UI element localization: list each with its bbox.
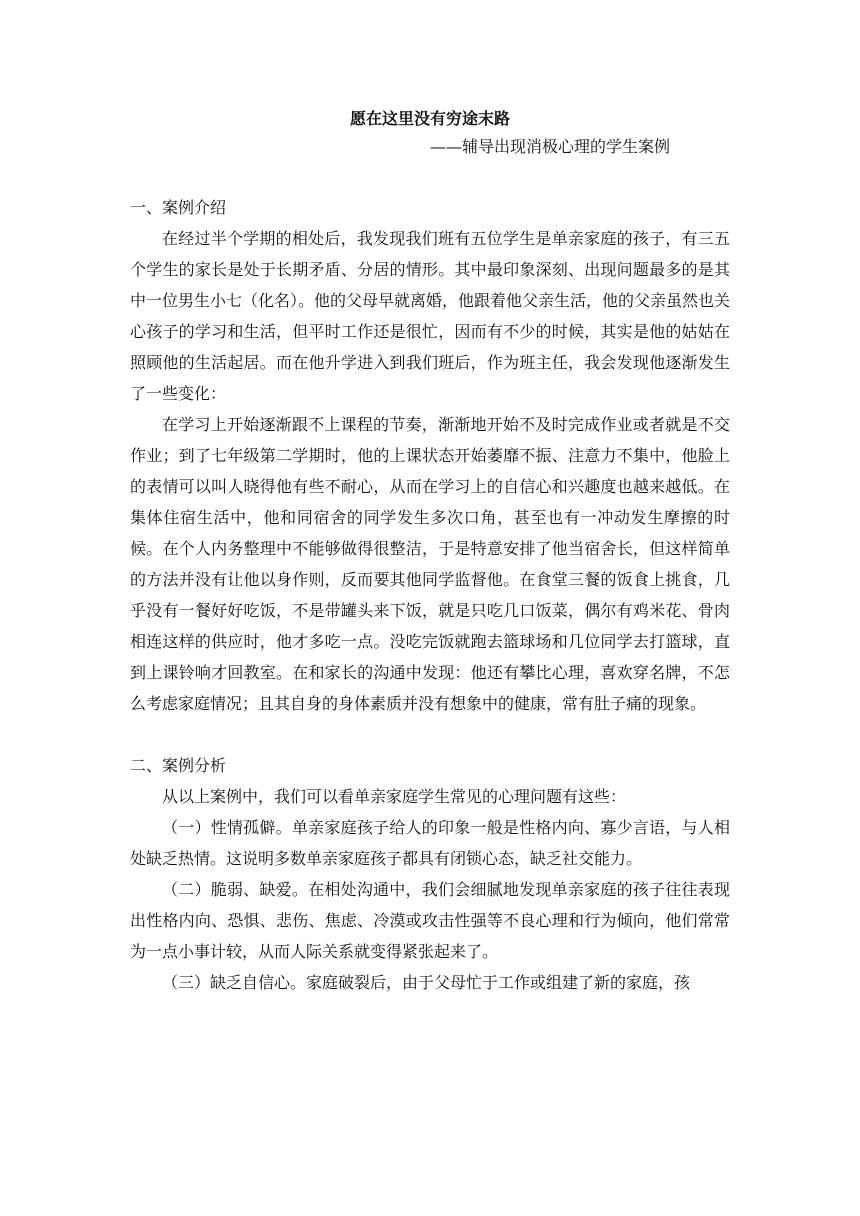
paragraph: （三）缺乏自信心。家庭破裂后，由于父母忙于工作或组建了新的家庭，孩 [162,973,691,992]
document-body [130,105,730,998]
paragraph: （一）性情孤僻。单亲家庭孩子给人的印象一般是性格内向、寡少言语，与人相处缺乏热情。这说明多数单亲家庭孩子都具有闭锁心态，缺乏社交能力。 [130,818,730,868]
paragraph: 在经过半个学期的相处后，我发现我们班有五位学生是单亲家庭的孩子，有三五个学生的家长是处于长期矛盾、分居的情形。其中最印象深刻、出现问题最多的是其中一位男生小七（化名）。他的父母早就离婚，他跟着他父亲生活，他的父亲虽然也关心孩子的学习和生活，但平时工作还是很忙，因而有不少的时候，其实是他的姑姑在照顾他的生活起居。而在他升学进入到我们班后，作为班主任，我会发现他逐渐发生了一些变化： [130,229,731,403]
section-heading-introduction: 一、案例介绍 [130,198,227,217]
document-subtitle: ——辅导出现消极心理的学生案例 [429,137,670,156]
document-title: 愿在这里没有穷途末路 [349,109,510,128]
spacer [130,161,730,192]
paragraph: （二）脆弱、缺爱。在相处沟通中，我们会细腻地发现单亲家庭的孩子往往表现出性格内向、恐惧、悲伤、焦虑、冷漠或攻击性强等不良心理和行为倾向，他们常常为一点小事计较，从而人际关系就变得紧张起来了。 [130,880,730,961]
paragraph: 从以上案例中，我们可以看单亲家庭学生常见的心理问题有这些： [162,787,627,806]
paragraph: 在学习上开始逐渐跟不上课程的节奏，渐渐地开始不及时完成作业或者就是不交作业；到了七年级第二学期时，他的上课状态开始萎靡不振、注意力不集中，他脸上的表情可以叫人晓得他有些不耐心，从而在学习上的自信心和兴趣度也越来越低。在集体住宿生活中，他和同宿舍的同学发生多次口角，甚至也有一冲动发生摩擦的时候。在个人内务整理中不能够做得很整洁，于是特意安排了他当宿舍长，但这样简单的方法并没有让他以身作则，反而要其他同学监督他。在食堂三餐的饭食上挑食，几乎没有一餐好好吃饭，不是带罐头来下饭，就是只吃几口饭菜，偶尔有鸡米花、骨肉相连这样的供应时，他才多吃一点。没吃完饭就跑去篮球场和几位同学去打篮球，直到上课铃响才回教室。在和家长的沟通中发现：他还有攀比心理，喜欢穿名牌，不怎么考虑家庭情况；且其自身的身体素质并没有想象中的健康，常有肚子痛的现象。 [130,415,730,713]
spacer [130,719,730,750]
section-heading-analysis: 二、案例分析 [130,756,227,775]
